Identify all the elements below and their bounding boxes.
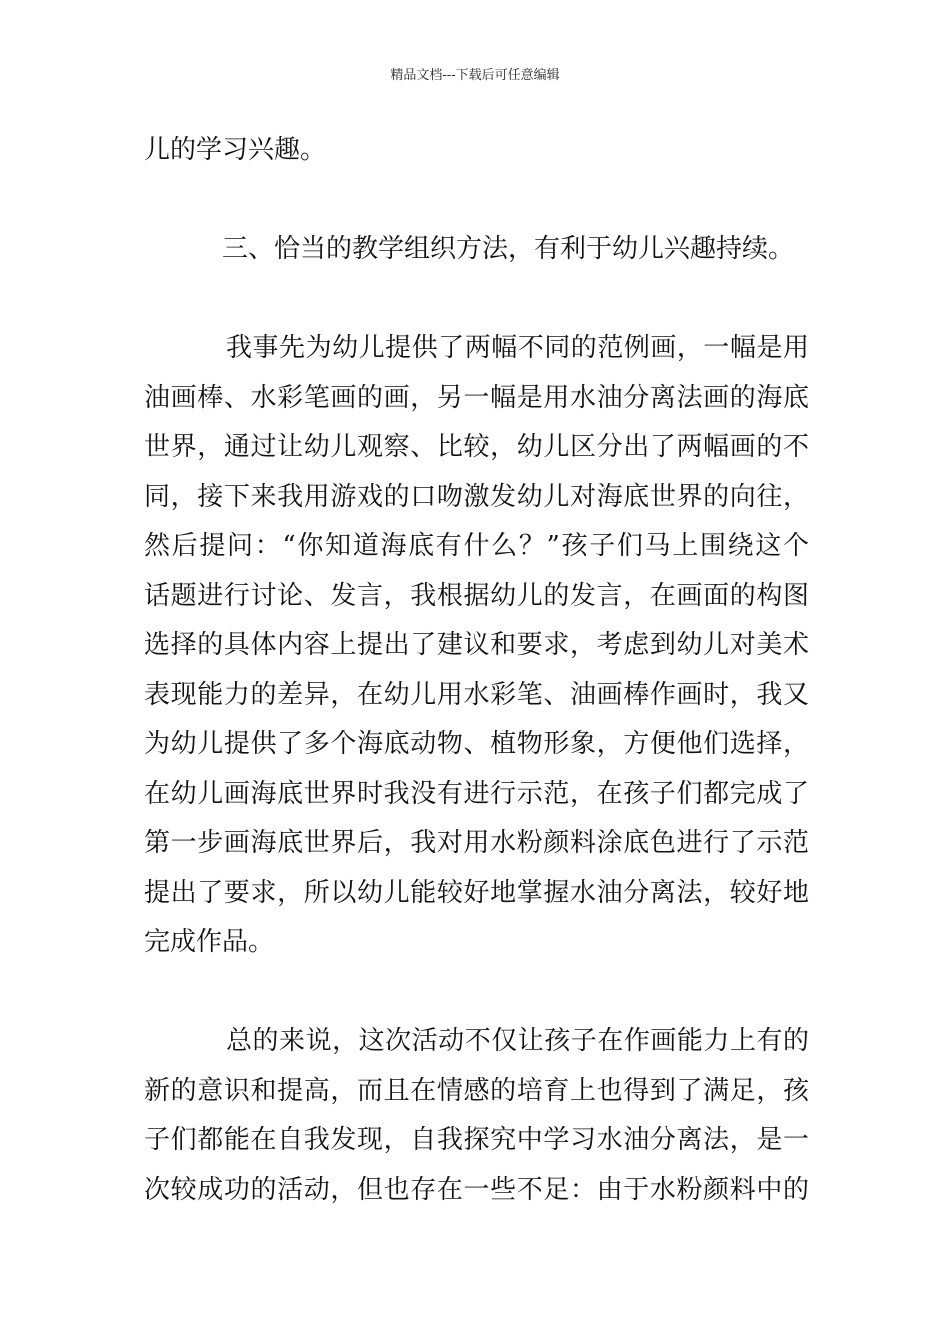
paragraph-line: 油画棒、水彩笔画的画，另一幅是用水油分离法画的海底 — [144, 382, 809, 413]
paragraph-1 — [144, 324, 809, 968]
paragraph-line: 子们都能在自我发现，自我探究中学习水油分离法，是一 — [144, 1125, 809, 1155]
paragraph-line: 总的来说，这次活动不仅让孩子在作画能力上有的 — [226, 1026, 809, 1056]
paragraph-gap — [144, 176, 809, 226]
paragraph-line: 世界，通过让幼儿观察、比较，幼儿区分出了两幅画的不 — [144, 432, 809, 462]
paragraph-line: 新的意识和提高，而且在情感的培育上也得到了满足，孩 — [144, 1075, 809, 1106]
paragraph-line: 完成作品。 — [144, 927, 275, 957]
paragraph-2 — [144, 1017, 809, 1215]
paragraph-line: 在幼儿画海底世界时我没有进行示范，在孩子们都完成了 — [144, 778, 809, 809]
paragraph-line: 次较成功的活动，但也存在一些不足：由于水粉颜料中的 — [144, 1174, 809, 1205]
paragraph-line: 提出了要求，所以幼儿能较好地掌握水油分离法，较好地 — [144, 877, 809, 908]
paragraph-line: 第一步画海底世界后，我对用水粉颜料涂底色进行了示范 — [144, 828, 809, 858]
page-header: 精品文档---下载后可任意编辑 — [390, 68, 560, 83]
paragraph-gap — [144, 968, 809, 1018]
paragraph-line: 然后提问：“你知道海底有什么？”孩子们马上围绕这个 — [144, 531, 809, 561]
paragraph-gap — [144, 275, 809, 325]
section-heading: 三、恰当的教学组织方法，有利于幼儿兴趣持续。 — [222, 234, 795, 264]
paragraph-line: 为幼儿提供了多个海底动物、植物形象，方便他们选择， — [144, 729, 809, 759]
paragraph-line: 表现能力的差异，在幼儿用水彩笔、油画棒作画时，我又 — [144, 679, 809, 710]
paragraph-line: 话题进行讨论、发言，我根据幼儿的发言，在画面的构图 — [144, 580, 809, 611]
document-body — [144, 126, 809, 1215]
paragraph-line: 同，接下来我用游戏的口吻激发幼儿对海底世界的向往， — [144, 481, 809, 512]
paragraph-line: 选择的具体内容上提出了建议和要求，考虑到幼儿对美术 — [144, 630, 809, 660]
paragraph-line: 我事先为幼儿提供了两幅不同的范例画，一幅是用 — [226, 333, 809, 363]
intro-line: 儿的学习兴趣。 — [144, 135, 327, 165]
